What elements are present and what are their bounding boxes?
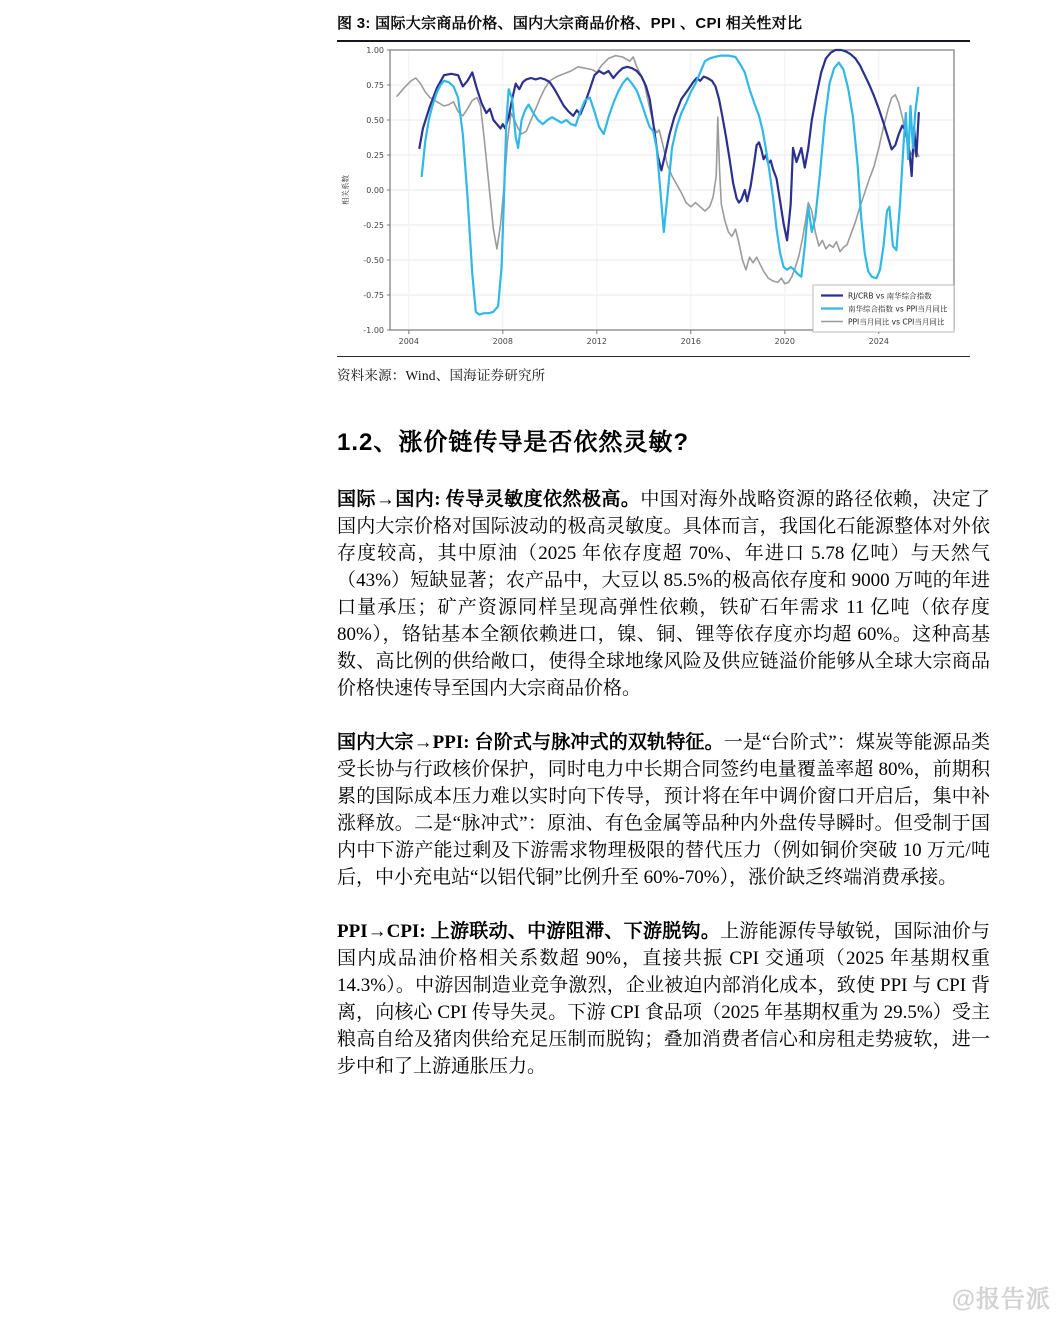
legend-label: RJ/CRB vs 南华综合指数 (848, 291, 932, 301)
y-tick-label: -0.75 (363, 290, 384, 300)
watermark: @报告派 (951, 1286, 1051, 1313)
x-tick-label: 2004 (398, 337, 419, 346)
legend-label: PPI当月同比 vs CPI当月同比 (848, 317, 945, 327)
y-tick-label: 0.50 (366, 115, 384, 125)
y-tick-label: -0.25 (363, 220, 384, 230)
x-tick-label: 2008 (492, 337, 513, 346)
paragraph-lead: 国际→国内: 传导灵敏度依然极高。 (337, 489, 641, 510)
y-tick-label: -0.50 (363, 255, 384, 265)
figure-source: 资料来源：Wind、国海证券研究所 (337, 368, 546, 383)
paragraph-domestic-ppi (337, 729, 990, 891)
paragraph-international-domestic (337, 486, 990, 702)
series-line (422, 56, 919, 315)
y-tick-label: 0.75 (366, 80, 384, 90)
series-line (419, 50, 918, 240)
figure-3-block (337, 12, 970, 384)
figure-title: 图 3: 国际大宗商品价格、国内大宗商品价格、PPI 、CPI 相关性对比 (337, 15, 803, 32)
section-heading: 1.2、涨价链传导是否依然灵敏? (337, 429, 690, 456)
y-tick-label: 0.00 (366, 185, 384, 195)
x-tick-label: 2016 (680, 337, 701, 346)
x-tick-label: 2020 (774, 337, 795, 346)
paragraph-body: 中国对海外战略资源的路径依赖，决定了国内大宗价格对国际波动的极高灵敏度。具体而言，我国化石能源整体对外依存度较高，其中原油（2025 年依存度超 70%、年进口 5.78 亿吨）与天然气（43%）短缺显著；农产品中，大豆以 85.5%的极高依存度和 9000 万吨的年进口量承压；矿产资源同样呈现高弹性依赖，铁矿石年需求 11 亿吨（依存度 80%），铬钴基本全额依赖进口，镍、铜、锂等依存度亦均超 60%。这种高基数、高比例的供给敞口，使得全球地缘风险及供应链溢价能够从全球大宗商品价格快速传导至国内大宗商品价格。 (337, 489, 990, 699)
paragraph-body: 一是“台阶式”：煤炭等能源品类受长协与行政核价保护，同时电力中长期合同签约电量覆盖率超 80%，前期积累的国际成本压力难以实时向下传导，预计将在年中调价窗口开启后，集中补涨释放。二是“脉冲式”：原油、有色金属等品种内外盘传导瞬时。但受制于国内中下游产能过剩及下游需求物理极限的替代压力（例如铜价突破 10 万元/吨后，中小充电站“以铝代铜”比例升至 60%-70%），涨价缺乏终端消费承接。 (337, 732, 990, 888)
paragraph-body: 上游能源传导敏锐，国际油价与国内成品油价格相关系数超 90%，直接共振 CPI 交通项（2025 年基期权重 14.3%）。中游因制造业竞争激烈，企业被迫内部消化成本，致使 PPI 与 CPI 背离，向核心 CPI 传导失灵。下游 CPI 食品项（2025 年基期权重为 29.5%）受主粮高自给及猪肉供给充足压制而脱钩；叠加消费者信心和房租走势疲软，进一步中和了上游通胀压力。 (337, 921, 990, 1077)
body-text (337, 486, 990, 1107)
y-tick-label: 1.00 (366, 45, 384, 55)
x-tick-label: 2012 (586, 337, 607, 346)
y-tick-label: 0.25 (366, 150, 384, 160)
y-tick-label: -1.00 (363, 325, 384, 335)
paragraph-lead: PPI→CPI: 上游联动、中游阻滞、下游脱钩。 (337, 921, 721, 942)
y-axis-title: 相关系数 (341, 175, 350, 205)
correlation-chart (337, 44, 970, 356)
paragraph-ppi-cpi (337, 918, 990, 1080)
x-tick-label: 2024 (868, 337, 889, 346)
paragraph-lead: 国内大宗→PPI: 台阶式与脉冲式的双轨特征。 (337, 732, 724, 753)
legend-label: 南华综合指数 vs PPI当月同比 (848, 304, 948, 314)
figure-title-rule (337, 40, 970, 42)
